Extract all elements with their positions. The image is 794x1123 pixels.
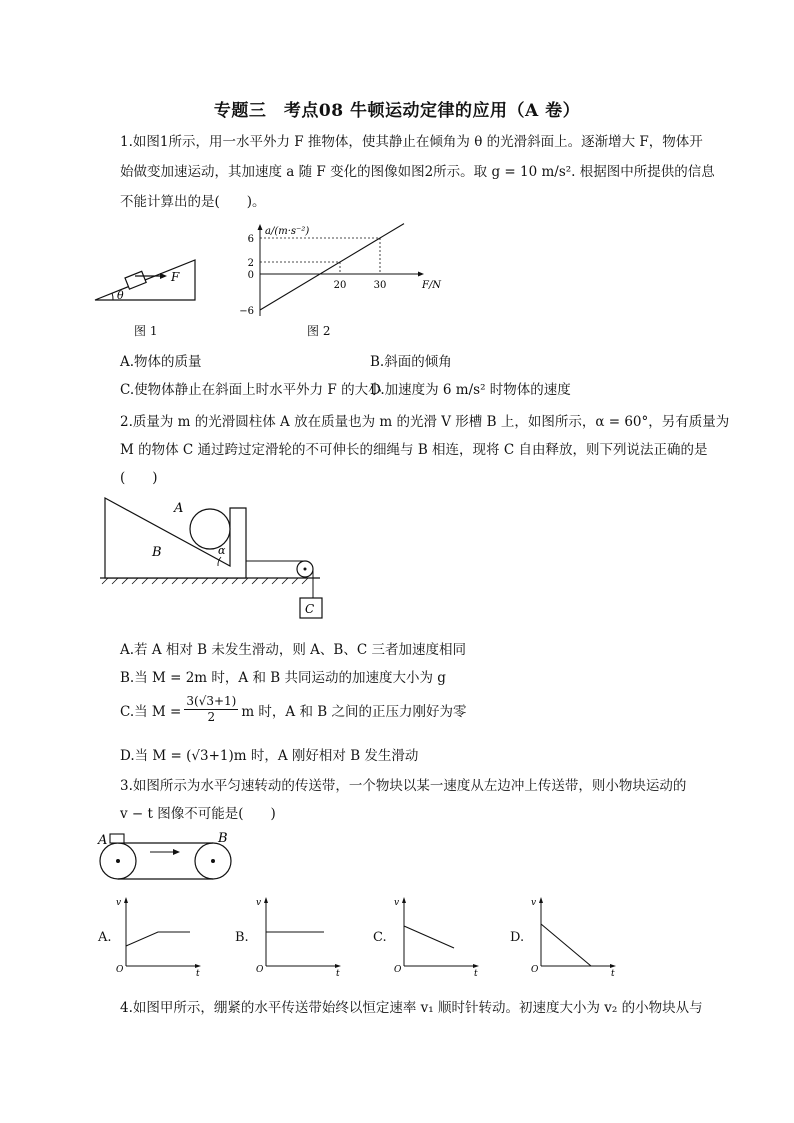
q2-label-a: A	[174, 501, 184, 516]
q3-label-b: B	[218, 831, 228, 846]
q3-graph-b-v: v	[256, 898, 262, 908]
q1-option-a: A.物体的质量	[120, 354, 202, 370]
q3-graph-c-t: t	[474, 969, 478, 979]
chart-x-tick-label: 20	[333, 280, 347, 291]
q3-graph-b	[256, 896, 343, 979]
q1-line-3: 不能计算出的是( )。	[120, 194, 266, 210]
q3-option-d-label: D.	[510, 930, 525, 945]
chart-y-tick-label: −6	[239, 306, 254, 317]
q3-graph-c	[394, 896, 481, 979]
q4-line-1: 4.如图甲所示，绷紧的水平传送带始终以恒定速率 v₁ 顺时针转动。初速度大小为 v₂ 的小物块从与	[120, 1000, 703, 1016]
q1-force-label: F	[171, 270, 180, 284]
q1-line-2: 始做变加速运动，其加速度 a 随 F 变化的图像如图2所示。取 g = 10 m/s². 根据图中所提供的信息	[120, 164, 715, 180]
q2-option-c-pre: C.当 M =	[120, 703, 182, 720]
chart-y-tick-label: 0	[247, 270, 254, 281]
q3-conveyor-figure	[98, 828, 238, 888]
q3-graph-b-o: O	[256, 965, 264, 975]
q3-graph-a-v: v	[116, 898, 122, 908]
q2-alpha-label: α	[218, 544, 226, 557]
q3-line-2: v − t 图像不可能是( )	[120, 806, 276, 822]
q1-option-c: C.使物体静止在斜面上时水平外力 F 的大小	[120, 382, 382, 398]
q3-label-a: A	[98, 833, 108, 848]
chart-x-axis-arrow	[418, 272, 424, 277]
q3-graph-d	[531, 896, 618, 979]
q2-option-a: A.若 A 相对 B 未发生滑动，则 A、B、C 三者加速度相同	[120, 642, 466, 658]
q1-line-1: 1.如图1所示，用一水平外力 F 推物体，使其静止在倾角为 θ 的光滑斜面上。逐渐增大 F，物体开	[120, 134, 703, 150]
chart-y-axis-label: a/(m·s⁻²)	[265, 226, 310, 237]
q3-graph-a-o: O	[116, 965, 124, 975]
chart-x-tick-label: 30	[373, 280, 387, 291]
chart-y-tick-label: 6	[247, 234, 254, 245]
q2-option-d: D.当 M = (√3+1)m 时，A 刚好相对 B 发生滑动	[120, 748, 419, 764]
q3-graph-a	[116, 896, 203, 979]
q2-option-c-numerator: 3(√3+1)	[186, 694, 237, 708]
q1-option-b: B.斜面的倾角	[370, 354, 452, 370]
q2-figure	[100, 494, 340, 624]
q2-label-b: B	[152, 545, 162, 560]
q1-figure-1	[95, 250, 205, 310]
q2-option-c-post: m 时，A 和 B 之间的正压力刚好为零	[241, 703, 467, 720]
q1-angle-label: θ	[117, 289, 124, 302]
q3-graph-b-t: t	[336, 969, 340, 979]
q1-option-d: D.加速度为 6 m/s² 时物体的速度	[370, 382, 571, 398]
q2-option-c-denominator: 2	[207, 710, 216, 724]
q3-graph-c-o: O	[394, 965, 402, 975]
q2-line-1: 2.质量为 m 的光滑圆柱体 A 放在质量也为 m 的光滑 V 形槽 B 上，如图所示，α = 60°，另有质量为	[120, 414, 730, 430]
q1-fig2-caption: 图 2	[307, 324, 331, 338]
q2-line-3: ( )	[120, 470, 158, 486]
q2-option-c	[120, 694, 466, 725]
chart-x-axis-label: F/N	[422, 280, 442, 291]
q2-option-c-fraction	[184, 694, 238, 725]
chart-y-axis-arrow	[258, 224, 263, 230]
q3-graph-d-t: t	[611, 969, 615, 979]
q3-graph-a-t: t	[196, 969, 200, 979]
q2-option-b: B.当 M = 2m 时，A 和 B 共同运动的加速度大小为 g	[120, 670, 446, 686]
chart-y-tick-label: 2	[247, 258, 254, 269]
q3-option-a-label: A.	[98, 930, 112, 945]
q3-option-c-label: C.	[373, 930, 387, 945]
q1-figure-2-chart	[230, 220, 442, 320]
q3-graph-d-v: v	[531, 898, 537, 908]
page-title: 专题三 考点08 牛顿运动定律的应用（A 卷）	[213, 101, 581, 121]
q3-graph-d-o: O	[531, 965, 539, 975]
q3-option-b-label: B.	[235, 930, 249, 945]
q3-line-1: 3.如图所示为水平匀速转动的传送带，一个物块以某一速度从左边冲上传送带，则小物块运动的	[120, 778, 687, 794]
q1-fig1-caption: 图 1	[134, 324, 158, 338]
q3-graph-c-v: v	[394, 898, 400, 908]
q2-label-c: C	[305, 602, 315, 616]
q2-line-2: M 的物体 C 通过跨过定滑轮的不可伸长的细绳与 B 相连，现将 C 自由释放，则下列说法正确的是	[120, 442, 708, 458]
